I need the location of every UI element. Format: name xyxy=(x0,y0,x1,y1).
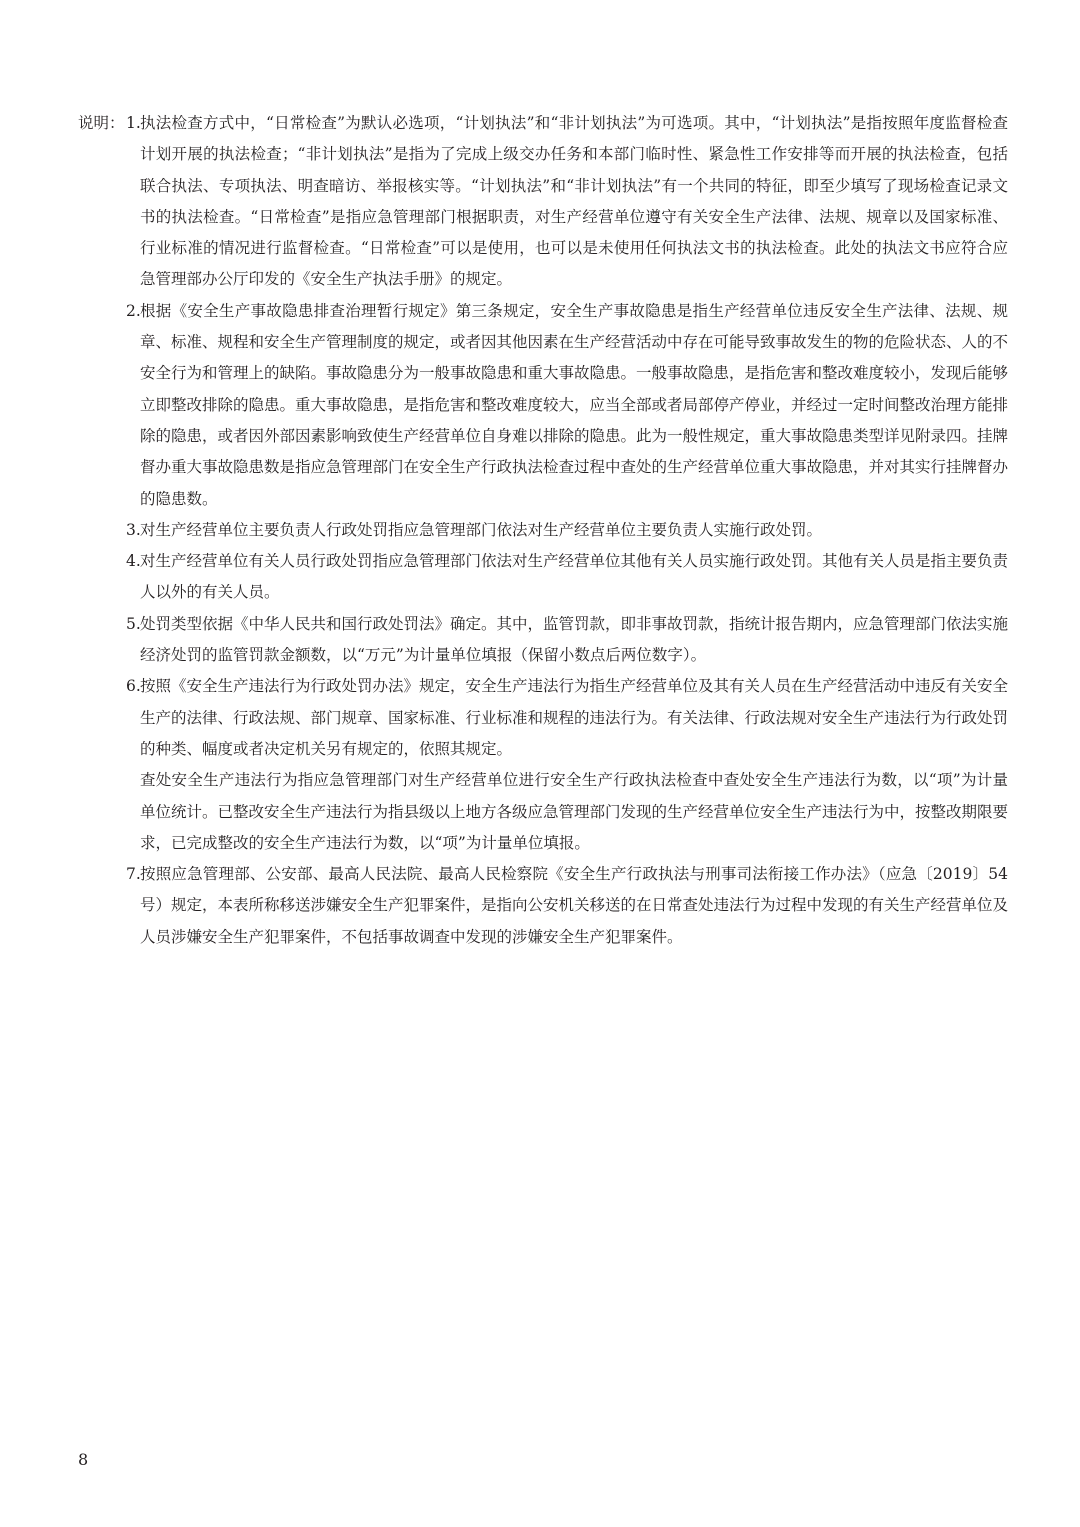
note-text: 按照《安全生产违法行为行政处罚办法》规定，安全生产违法行为指生产经营单位及其有关人员在生产经营活动中违反有关安全生产的法律、行政法规、部门规章、国家标准、行业标准和规程的违法行为。有关法律、行政法规对安全生产违法行为行政处罚的种类、幅度或者决定机关另有规定的，依照其规定。 xyxy=(140,677,1009,758)
notes-lead-label: 说明： xyxy=(78,114,125,132)
note-item-4 xyxy=(78,546,1008,609)
note-item-6 xyxy=(78,671,1008,765)
note-number: 1. xyxy=(126,114,141,132)
note-number: 4. xyxy=(126,552,141,571)
note-item-7 xyxy=(78,859,1008,953)
note-number: 5. xyxy=(126,614,141,633)
note-number: 2. xyxy=(126,301,141,320)
note-item-3 xyxy=(78,515,1008,546)
note-item-2 xyxy=(78,296,1008,515)
note-text: 处罚类型依据《中华人民共和国行政处罚法》确定。其中，监管罚款，即非事故罚款，指统计报告期内，应急管理部门依法实施经济处罚的监管罚款金额数，以“万元”为计量单位填报（保留小数点后两位数字）。 xyxy=(140,614,1009,665)
note-number: 3. xyxy=(126,520,141,539)
page-number: 8 xyxy=(78,1450,89,1469)
note-text: 按照应急管理部、公安部、最高人民法院、最高人民检察院《安全生产行政执法与刑事司法衔接工作办法》（应急〔2019〕54号）规定，本表所称移送涉嫌安全生产犯罪案件，是指向公安机关移送的在日常查处违法行为过程中发现的有关生产经营单位及人员涉嫌安全生产犯罪案件，不包括事故调查中发现的涉嫌安全生产犯罪案件。 xyxy=(140,865,1009,946)
notes-section xyxy=(78,108,1008,953)
note-number: 6. xyxy=(126,677,141,696)
note-text: 执法检查方式中，“日常检查”为默认必选项，“计划执法”和“非计划执法”为可选项。其中，“计划执法”是指按照年度监督检查计划开展的执法检查；“非计划执法”是指为了完成上级交办任务和本部门临时性、紧急性工作安排等而开展的执法检查，包括联合执法、专项执法、明查暗访、举报核实等。“计划执法”和“非计划执法”有一个共同的特征，即至少填写了现场检查记录文书的执法检查。“日常检查”是指应急管理部门根据职责，对生产经营单位遵守有关安全生产法律、法规、规章以及国家标准、行业标准的情况进行监督检查。“日常检查”可以是使用，也可以是未使用任何执法文书的执法检查。此处的执法文书应符合应急管理部办公厅印发的《安全生产执法手册》的规定。 xyxy=(140,114,1008,289)
note-text: 对生产经营单位有关人员行政处罚指应急管理部门依法对生产经营单位其他有关人员实施行政处罚。其他有关人员是指主要负责人以外的有关人员。 xyxy=(140,552,1009,602)
note-item-5 xyxy=(78,609,1008,672)
note-item-1 xyxy=(78,108,1008,296)
note-text: 对生产经营单位主要负责人行政处罚指应急管理部门依法对生产经营单位主要负责人实施行政处罚。 xyxy=(140,520,823,539)
note-item-6-extra: 查处安全生产违法行为指应急管理部门对生产经营单位进行安全生产行政执法检查中查处安全生产违法行为数，以“项”为计量单位统计。已整改安全生产违法行为指县级以上地方各级应急管理部门发现的生产经营单位安全生产违法行为中，按整改期限要求，已完成整改的安全生产违法行为数，以“项”为计量单位填报。 xyxy=(140,771,1009,852)
note-text: 根据《安全生产事故隐患排查治理暂行规定》第三条规定，安全生产事故隐患是指生产经营单位违反安全生产法律、法规、规章、标准、规程和安全生产管理制度的规定，或者因其他因素在生产经营活动中存在可能导致事故发生的物的危险状态、人的不安全行为和管理上的缺陷。事故隐患分为一般事故隐患和重大事故隐患。一般事故隐患，是指危害和整改难度较小，发现后能够立即整改排除的隐患。重大事故隐患，是指危害和整改难度较大，应当全部或者局部停产停业，并经过一定时间整改治理方能排除的隐患，或者因外部因素影响致使生产经营单位自身难以排除的隐患。此为一般性规定，重大事故隐患类型详见附录四。挂牌督办重大事故隐患数是指应急管理部门在安全生产行政执法检查过程中查处的生产经营单位重大事故隐患，并对其实行挂牌督办的隐患数。 xyxy=(140,301,1009,508)
note-number: 7. xyxy=(126,865,141,884)
